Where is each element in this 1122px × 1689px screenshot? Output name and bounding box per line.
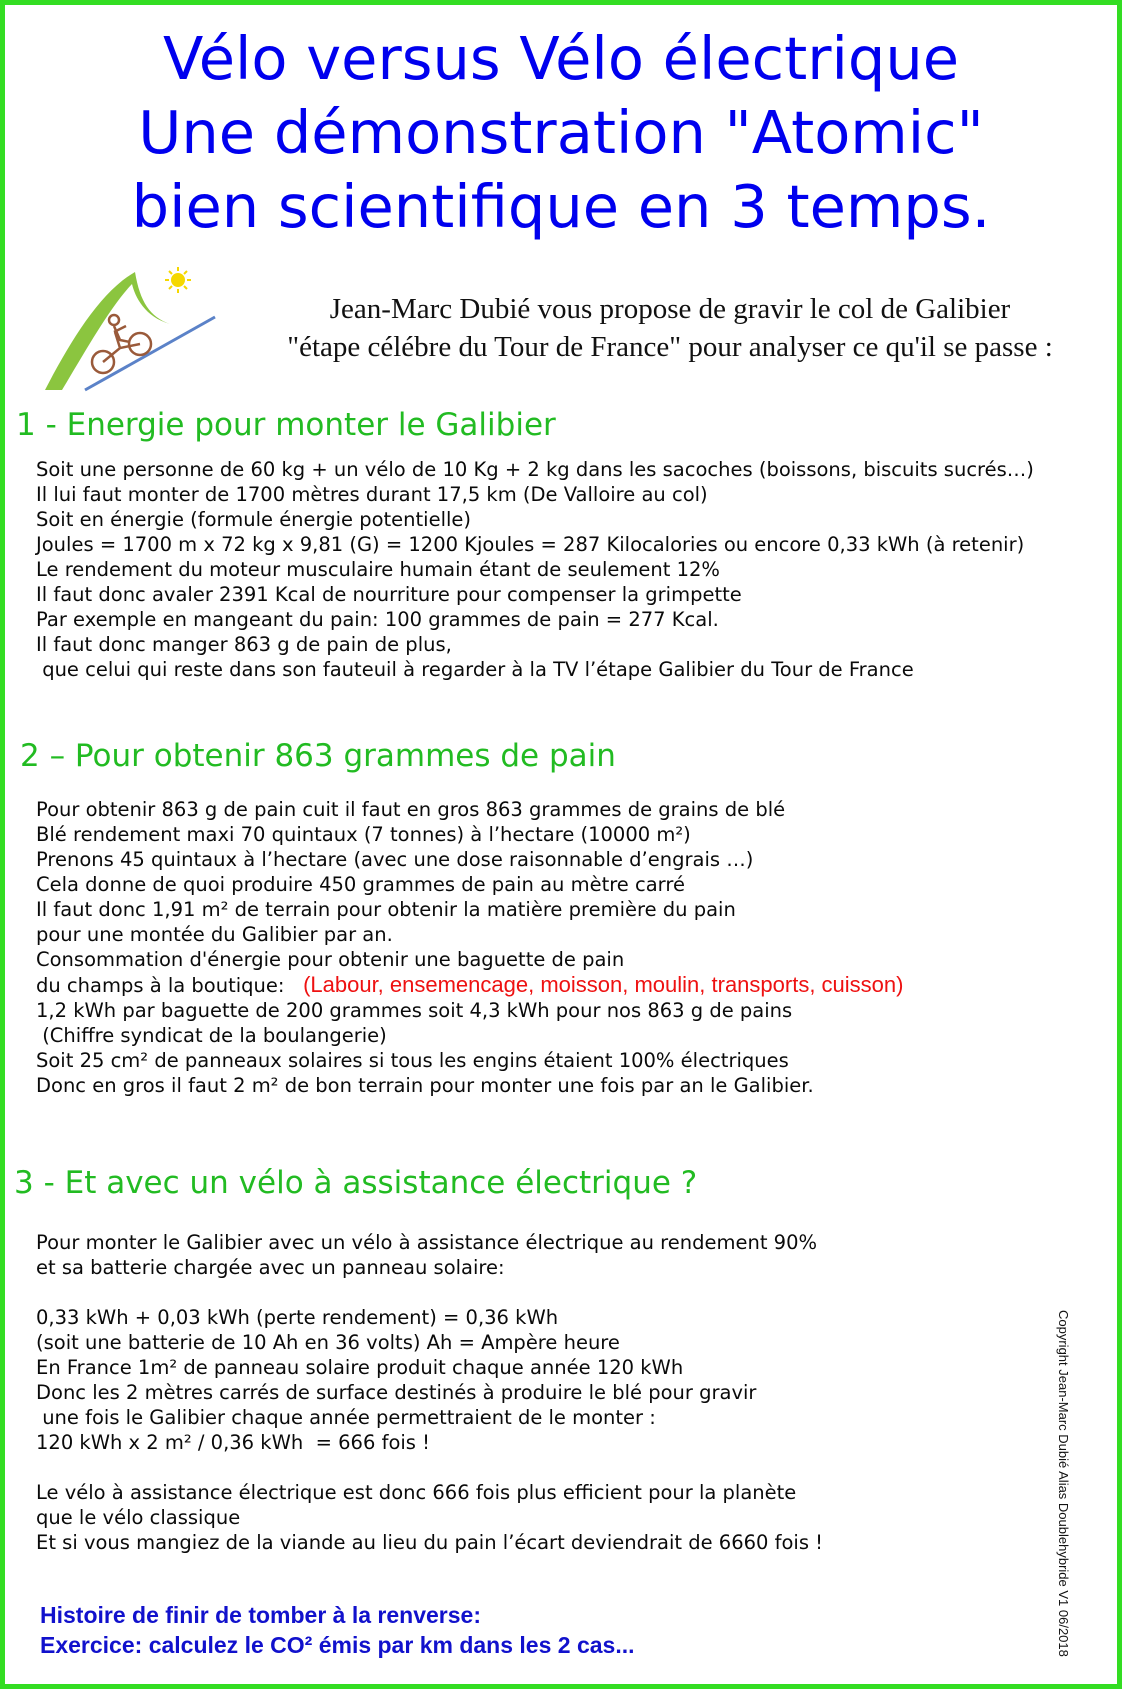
section-3-line [36, 1455, 823, 1480]
champs-label: du champs à la boutique: [36, 974, 285, 997]
section-3-line: que le vélo classique [36, 1506, 241, 1529]
section-3-line: Pour monter le Galibier avec un vélo à assistance électrique au rendement 90% [36, 1231, 818, 1254]
section-1-line: que celui qui reste dans son fauteuil à regarder à la TV l’étape Galibier du Tour de France [36, 658, 914, 681]
section-2-line-champs [36, 972, 903, 998]
intro-line-1: Jean-Marc Dubié vous propose de gravir le col de Galibier [329, 293, 1011, 325]
page-title [0, 22, 1122, 244]
section-2-body [36, 797, 903, 1098]
copyright-notice: Copyright Jean-Marc Dubié Alias Doublehybride V1 06/2018 [1056, 1310, 1071, 1657]
title-line-2: Une démonstration "Atomic" [138, 98, 984, 167]
intro-line-2: "étape célébre du Tour de France" pour analyser ce qu'il se passe : [287, 331, 1053, 363]
section-2-line: Pour obtenir 863 g de pain cuit il faut en gros 863 grammes de grains de blé [36, 798, 786, 821]
section-3-line: une fois le Galibier chaque année permettraient de le monter : [36, 1406, 656, 1429]
final-line-2: Exercice: calculez le CO² émis par km dans les 2 cas... [40, 1632, 635, 1658]
section-3-line: et sa batterie chargée avec un panneau solaire: [36, 1256, 505, 1279]
section-3-line: Le vélo à assistance électrique est donc 666 fois plus efficient pour la planète [36, 1481, 797, 1504]
section-3-heading: 3 - Et avec un vélo à assistance électrique ? [14, 1165, 698, 1201]
section-1-body [36, 457, 1034, 682]
section-1-line: Par exemple en mangeant du pain: 100 grammes de pain = 277 Kcal. [36, 608, 719, 631]
section-1-line: Il faut donc avaler 2391 Kcal de nourriture pour compenser la grimpette [36, 583, 742, 606]
final-line-1: Histoire de finir de tomber à la renverse: [40, 1602, 481, 1628]
champs-steps-highlight: (Labour, ensemencage, moisson, moulin, transports, cuisson) [303, 972, 904, 997]
section-1-line: Soit une personne de 60 kg + un vélo de 10 Kg + 2 kg dans les sacoches (boissons, biscuits sucrés…) [36, 458, 1034, 481]
section-2-line: 1,2 kWh par baguette de 200 grammes soit 4,3 kWh pour nos 863 g de pains [36, 999, 793, 1022]
section-2-line: Il faut donc 1,91 m² de terrain pour obtenir la matière première du pain [36, 898, 736, 921]
section-3-line: 0,33 kWh + 0,03 kWh (perte rendement) = 0,36 kWh [36, 1306, 559, 1329]
section-2-line: Cela donne de quoi produire 450 grammes de pain au mètre carré [36, 873, 685, 896]
title-line-1: Vélo versus Vélo électrique [162, 24, 960, 93]
section-1-line: Soit en énergie (formule énergie potentielle) [36, 508, 472, 531]
section-3-line: En France 1m² de panneau solaire produit chaque année 120 kWh [36, 1356, 684, 1379]
section-3-body [36, 1230, 823, 1555]
section-2-line: Donc en gros il faut 2 m² de bon terrain pour monter une fois par an le Galibier. [36, 1074, 814, 1097]
section-2-line: Prenons 45 quintaux à l’hectare (avec une dose raisonnable d’engrais …) [36, 848, 754, 871]
section-2-line: Soit 25 cm² de panneaux solaires si tous les engins étaient 100% électriques [36, 1049, 789, 1072]
section-3-line: (soit une batterie de 10 Ah en 36 volts) Ah = Ampère heure [36, 1331, 620, 1354]
section-3-line: Et si vous mangiez de la viande au lieu du pain l’écart deviendrait de 6660 fois ! [36, 1531, 823, 1554]
section-2-line: Consommation d'énergie pour obtenir une baguette de pain [36, 948, 625, 971]
section-1-line: Il lui faut monter de 1700 mètres durant 17,5 km (De Valloire au col) [36, 483, 708, 506]
section-3-line [36, 1280, 823, 1305]
title-line-3: bien scientifique en 3 temps. [131, 172, 991, 241]
final-exercise [40, 1600, 635, 1660]
intro-text [230, 290, 1110, 366]
section-1-line: Le rendement du moteur musculaire humain étant de seulement 12% [36, 558, 720, 581]
section-1-line: Joules = 1700 m x 72 kg x 9,81 (G) = 1200 Kjoules = 287 Kilocalories ou encore 0,33 kWh (à retenir) [36, 533, 1025, 556]
section-1-line: Il faut donc manger 863 g de pain de plus, [36, 633, 452, 656]
cyclist-mountain-sun-icon [40, 262, 220, 392]
section-3-line: 120 kWh x 2 m² / 0,36 kWh = 666 fois ! [36, 1431, 430, 1454]
section-2-line: pour une montée du Galibier par an. [36, 923, 393, 946]
section-1-heading: 1 - Energie pour monter le Galibier [16, 407, 556, 443]
section-2-heading: 2 – Pour obtenir 863 grammes de pain [20, 738, 616, 774]
section-2-line: Blé rendement maxi 70 quintaux (7 tonnes) à l’hectare (10000 m²) [36, 823, 691, 846]
section-3-line: Donc les 2 mètres carrés de surface destinés à produire le blé pour gravir [36, 1381, 757, 1404]
section-2-line: (Chiffre syndicat de la boulangerie) [36, 1024, 387, 1047]
